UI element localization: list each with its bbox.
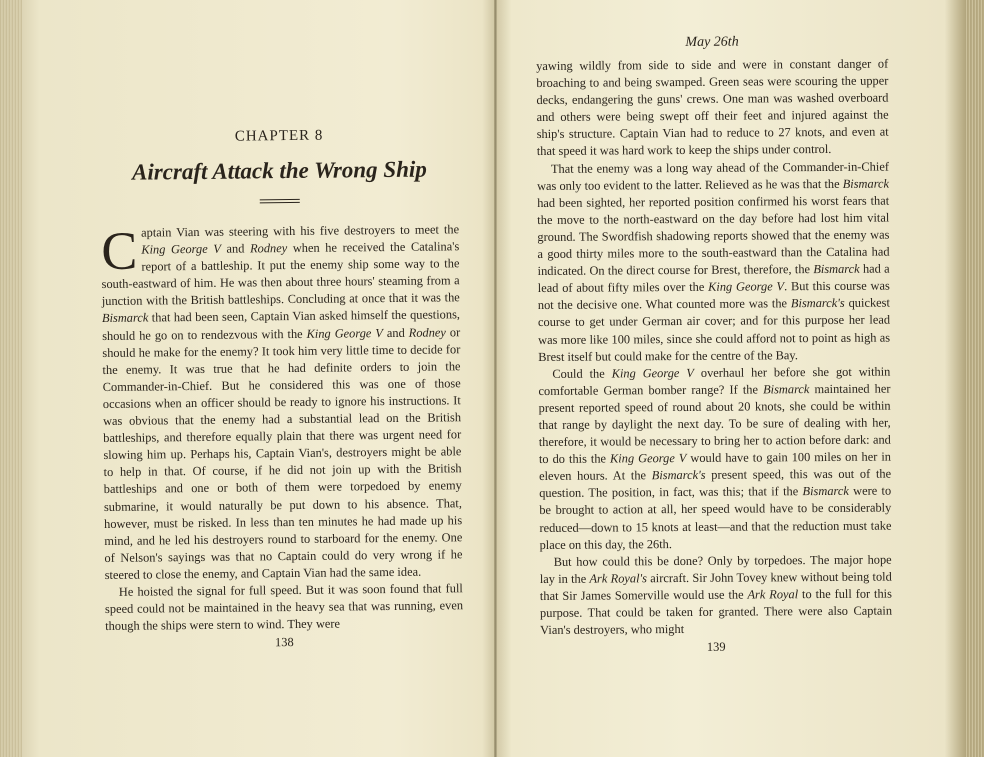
chapter-number: CHAPTER 8 xyxy=(234,127,324,145)
right-body-text xyxy=(536,56,892,640)
page-edges-left xyxy=(0,0,22,757)
text-run: aptain Vian was steering with his five destroyers to meet the xyxy=(141,222,460,240)
ship-name: Bismarck's xyxy=(790,296,845,311)
ship-name: Bismarck xyxy=(763,381,810,397)
right-paragraph-4 xyxy=(540,551,893,639)
ship-name: Bismarck xyxy=(802,484,849,499)
ship-name: Bismarck's xyxy=(651,468,706,483)
chapter-title: Aircraft Attack the Wrong Ship xyxy=(131,156,427,185)
text-run: and xyxy=(382,325,409,340)
running-head: May 26th xyxy=(685,34,739,50)
ship-name: Bismarck xyxy=(813,261,860,277)
text-run: were to be brought to action at all, her speed would have to be considerably reduced—down to 15 knots at least—and that the reduction must take place on this day, the 26th. xyxy=(539,483,892,552)
text-run: Could the xyxy=(552,366,612,381)
text-run: to the full for this purpose. That could be taken for granted. There were also Captain Vian's destroyers, who might xyxy=(539,586,893,638)
text-run: or should he make for the enemy? It took him very little time to decide for the enemy. It was true that he had definite orders to join the Commander-in-Chief. But he considered this was one of those occasions when an officer should be ready to ignore his instructions. It was obvious that the enemy had a substantial lead on the British battleships, and therefore equally plain that there was urgent need for slowing him up. Perhaps his, Captain Vian's, destroyers might be able to help in that. Of course, if he did not join up with the British battleships and one or both of them were torpedoed by enemy submarine, it would naturally be put down to his absence. That, however, must be risked. In less than ten minutes he had made up his mind, and he led his destroyers round to starboard for the enemy. One of Nelson's sayings was that no Captain could do very wrong if he steered to close the enemy, and Captain Vian had the same idea. xyxy=(102,324,463,582)
left-paragraph-2: He hoisted the signal for full speed. But it was soon found that full speed could not be maintained in the heavy sea that was running, even though the ships were stern to wind. They were xyxy=(104,581,464,634)
text-run: and xyxy=(220,241,251,256)
ship-name: Rodney xyxy=(408,324,446,340)
ship-name: King George V xyxy=(611,365,694,381)
text-run: had been sighted, her reported position confirmed his worst fears that the move to the north-eastward on the day before had lost him vital ground. The Swordfish shadowing reports showed that the enemy was a good thirty miles more to the south-eastward than the Catalina had indicated. On the direct course for Brest, therefore, the xyxy=(537,193,890,279)
text-run: had a lead of about fifty miles over the xyxy=(537,261,890,296)
left-body-text xyxy=(101,221,463,635)
text-run: quickest course to get under German air cover; and for this purpose her lead was more like 100 miles, since she could afford not to point as high as Brest itself but could make for the centre of the Bay. xyxy=(537,295,891,364)
ship-name: Rodney xyxy=(249,241,288,256)
ship-name: King George V xyxy=(141,241,221,257)
text-run: present speed, this was out of the question. The position, in fact, was this; that if the xyxy=(539,466,892,501)
drop-cap: C xyxy=(100,220,138,281)
right-page xyxy=(536,34,892,657)
page-number-right: 139 xyxy=(706,639,726,655)
text-run: That the enemy was a long way ahead of the Commander-in-Chief was only too evident to the latter. Relieved as he was that the xyxy=(536,159,889,193)
text-run: would have to gain 100 miles on her in eleven hours. At the xyxy=(539,449,891,484)
text-run: overhaul her before she got within comfortable German bomber range? If the xyxy=(538,364,891,398)
left-paragraph-1 xyxy=(101,221,463,584)
page-number-left: 138 xyxy=(274,635,294,650)
ship-name: Ark Royal xyxy=(747,587,799,602)
right-paragraph-3 xyxy=(538,363,891,553)
text-run: that had been seen, Captain Vian asked himself the questions, should he go on to rendezvous with the xyxy=(102,307,461,343)
text-run: maintained her present reported speed of round about 20 knots, she could be within that range by daylight the next day. To be sure of dealing with her, therefore, it would be necessary to bring her to action before dark: and to do this the xyxy=(538,381,891,467)
ship-name: Bismarck xyxy=(842,176,890,191)
text-run: aircraft. Sir John Tovey knew without being told that Sir James Somerville would use the xyxy=(539,569,892,603)
right-paragraph-2 xyxy=(537,158,890,366)
text-run: But how could this be done? Only by torpedoes. The major hope lay in the xyxy=(539,552,892,586)
title-rule xyxy=(260,199,300,203)
ship-name: Ark Royal's xyxy=(589,571,648,586)
ship-name: King George V xyxy=(708,279,785,295)
left-page xyxy=(100,126,463,652)
right-paragraph-1: yawing wildly from side to side and were in constant danger of broaching to and being swamped. Green seas were scouring the upper decks, endangering the guns' crews. One man was washed overboard and others were being swept off their feet and injured against the ship's structure. Captain Vian had to reduce to 27 knots, and even at that speed it was hard work to keep the ships under control. xyxy=(536,56,889,159)
text-run: . But this course was not the decisive one. What counted more was the xyxy=(537,278,890,313)
ship-name: King George V xyxy=(609,451,687,466)
page-edges-right xyxy=(966,0,984,757)
ship-name: Bismarck xyxy=(101,310,149,326)
text-run: when he received the Catalina's report of a battleship. It put the enemy ship some way to the south-eastward of him. He was then about three hours' steaming from a junction with the British battleships. Concluding at once that it was the xyxy=(101,239,460,309)
book-gutter xyxy=(494,0,497,757)
ship-name: King George V xyxy=(306,325,383,341)
